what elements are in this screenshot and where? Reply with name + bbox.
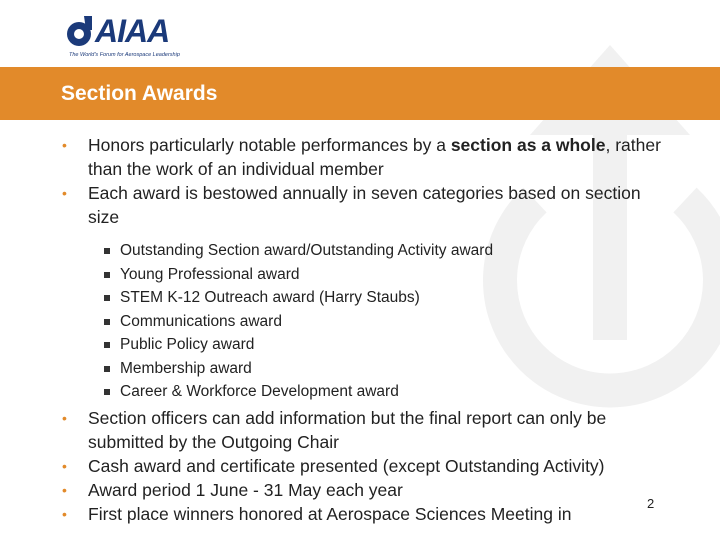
bullet-text: Section officers can add information but the final report can only be submitted by the Outgoing Chair xyxy=(88,407,607,452)
category-label: Outstanding Section award/Outstanding Activity award xyxy=(120,242,494,259)
bullet-dot-icon: • xyxy=(62,481,67,498)
bullet-text: Cash award and certificate presented (except Outstanding Activity) xyxy=(88,455,605,476)
square-bullet-icon xyxy=(104,342,110,348)
category-item xyxy=(62,286,662,310)
square-bullet-icon xyxy=(104,272,110,278)
category-item xyxy=(62,357,662,381)
page-number: 2 xyxy=(647,496,655,511)
category-label: Career & Workforce Development award xyxy=(120,383,399,400)
bullet-item xyxy=(62,502,662,526)
category-item xyxy=(62,380,662,404)
bullet-text: Award period 1 June - 31 May each year xyxy=(88,479,403,500)
category-label: STEM K-12 Outreach award (Harry Staubs) xyxy=(120,289,420,306)
bullet-item xyxy=(62,181,662,229)
bullet-dot-icon: • xyxy=(62,457,67,474)
category-label: Communications award xyxy=(120,312,282,330)
category-item xyxy=(62,263,662,287)
square-bullet-icon xyxy=(104,295,110,301)
logo-wordmark: AIAA xyxy=(95,13,170,49)
bullet-text: Each award is bestowed annually in seven categories based on section size xyxy=(88,183,641,227)
bullet-bold-text: section as a whole xyxy=(450,135,606,155)
category-list xyxy=(62,239,662,404)
bullet-item xyxy=(62,478,662,502)
bullet-item xyxy=(62,454,662,478)
square-bullet-icon xyxy=(104,319,110,325)
bullet-dot-icon: • xyxy=(62,137,67,153)
logo-tagline: The World's Forum for Aerospace Leadership xyxy=(69,52,180,58)
aiaa-logo xyxy=(62,12,180,60)
aiaa-swoosh-icon xyxy=(62,12,96,50)
bullet-item xyxy=(62,406,662,454)
bullet-item xyxy=(62,133,662,181)
bullet-text: Honors particularly notable performances by a xyxy=(88,135,451,155)
title-bar xyxy=(0,67,720,120)
bullet-dot-icon: • xyxy=(62,409,67,426)
slide-title: Section Awards xyxy=(61,82,218,105)
bullet-dot-icon: • xyxy=(62,505,67,522)
square-bullet-icon xyxy=(104,366,110,372)
bullet-text: , rather than the work of an individual member xyxy=(88,135,661,179)
category-label: Public Policy award xyxy=(120,336,255,353)
category-item xyxy=(62,310,662,334)
bullet-text: First place winners honored at Aerospace Sciences Meeting in xyxy=(88,503,572,524)
category-item xyxy=(62,239,662,263)
square-bullet-icon xyxy=(104,389,110,395)
category-label: Young Professional award xyxy=(120,265,300,283)
bullet-dot-icon: • xyxy=(62,185,67,201)
category-item xyxy=(62,333,662,357)
square-bullet-icon xyxy=(104,248,110,254)
slide-content xyxy=(62,133,662,526)
category-label: Membership award xyxy=(120,359,252,377)
